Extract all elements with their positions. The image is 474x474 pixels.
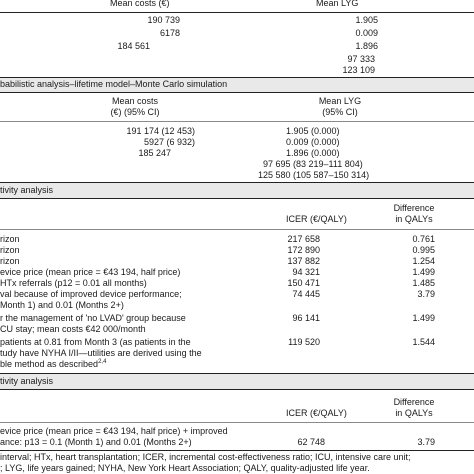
divider [0, 229, 474, 230]
sens2-header-diff: Difference [393, 397, 435, 407]
top-cost-cell: 6178 [159, 28, 180, 38]
sens-icer-cell: 172 890 [287, 245, 320, 255]
sens-icer-cell: 96 141 [292, 313, 320, 323]
top-cost-cell: 190 739 [147, 15, 180, 25]
sens-icer-cell: 137 882 [287, 256, 320, 266]
sens-row-label: tudy have NYHA I/II—utilities are derived using the [0, 348, 202, 358]
footnote-line: ; LYG, life years gained; NYHA, New York Heart Association; QALY, quality-adjusted life year. [0, 463, 370, 473]
sens-row-label: rizon [0, 245, 20, 255]
divider [0, 121, 474, 122]
divider [0, 92, 474, 93]
sens-section-title: tivity analysis [0, 185, 54, 195]
prob-lyg-cell: 1.905 (0.000) [286, 126, 340, 136]
sens2-section-title: tivity analysis [0, 376, 54, 386]
sens-icer-cell: 94 321 [292, 267, 320, 277]
sens-row-label-text: ble method as described [0, 359, 99, 369]
prob-lyg-cell: 1.896 (0.000) [286, 148, 340, 158]
top-lyg-cell: 0.009 [355, 28, 378, 38]
section-band [0, 182, 474, 198]
prob-header-cost: (€) (95% CI) [110, 107, 160, 117]
prob-lyg-cell: 125 580 (105 587–150 314) [258, 170, 370, 180]
sens-row-label: rizon [0, 256, 20, 266]
prob-cost-cell: 191 174 (12 453) [126, 126, 195, 136]
sens-diff-cell: 1.544 [412, 337, 435, 347]
prob-section-title: babilistic analysis–lifetime model–Monte Carlo simulation [0, 79, 228, 89]
prob-header-cost: Mean costs [111, 96, 159, 106]
prob-cost-cell: 5927 (6 932) [143, 137, 195, 147]
sens-header-icer: ICER (€/QALY) [286, 214, 347, 224]
prob-cost-cell: 185 247 [138, 148, 171, 158]
top-header-cost: Mean costs (€) [110, 0, 170, 8]
sens2-header-icer: ICER (€/QALY) [286, 408, 347, 418]
divider [0, 373, 474, 374]
top-cost-cell: 97 333 [347, 54, 375, 64]
sens-row-label: evice price (mean price = €43 194, half price) [0, 267, 181, 277]
sens-diff-cell: 1.499 [412, 313, 435, 323]
sens-icer-cell: 217 658 [287, 234, 320, 244]
prob-lyg-cell: 0.009 (0.000) [286, 137, 340, 147]
divider [0, 389, 474, 390]
sens-icer-cell: 74 445 [292, 289, 320, 299]
divider [0, 182, 474, 183]
sens-row-label: CU stay; mean costs €42 000/month [0, 324, 146, 334]
sens-header-diff: Difference [393, 203, 435, 213]
top-header-lyg: Mean LYG [316, 0, 359, 8]
prob-header-lyg: (95% CI) [322, 107, 358, 117]
sens-row-label: val because of improved device performance; [0, 289, 182, 299]
sens-diff-cell: 3.79 [417, 289, 435, 299]
top-lyg-cell: 1.896 [355, 41, 378, 51]
top-cost-cell: 123 109 [342, 65, 375, 75]
divider [0, 198, 474, 199]
sens2-diff-cell: 3.79 [417, 437, 435, 447]
divider [0, 12, 474, 13]
sens-row-label: rizon [0, 234, 20, 244]
sens-diff-cell: 1.254 [412, 256, 435, 266]
sens-diff-cell: 1.485 [412, 278, 435, 288]
prob-lyg-cell: 97 695 (83 219–111 804) [263, 159, 363, 169]
sens-icer-cell: 150 471 [287, 278, 320, 288]
reference-superscript: 2,4 [98, 359, 107, 365]
sens2-header-diff: in QALYs [395, 408, 433, 418]
sens-icer-cell: 119 520 [288, 337, 320, 347]
sens-row-label: r the management of 'no LVAD' group because [0, 313, 186, 323]
prob-header-lyg: Mean LYG [318, 96, 362, 106]
sens-diff-cell: 0.995 [412, 245, 435, 255]
sens2-row-label: evice price (mean price = €43 194, half price) + improved [0, 426, 228, 436]
sens-diff-cell: 0.761 [412, 234, 435, 244]
sens-diff-cell: 1.499 [412, 267, 435, 277]
divider [0, 422, 474, 423]
divider [0, 450, 474, 451]
top-cost-cell: 184 561 [117, 41, 150, 51]
sens-row-label: patients at 0.81 from Month 3 (as patients in the [0, 337, 191, 347]
sens2-row-label: ance: p13 = 0.1 (Month 1) and 0.01 (Months 2+) [0, 437, 192, 447]
top-lyg-cell: 1.905 [355, 15, 378, 25]
sens2-icer-cell: 62 748 [297, 437, 325, 447]
sens-row-label [0, 359, 106, 370]
sens-row-label: HTx referrals (p12 = 0.01 all months) [0, 278, 147, 288]
divider [0, 77, 474, 78]
section-band [0, 373, 474, 389]
sens-header-diff: in QALYs [395, 214, 433, 224]
sens-row-label: Month 1) and 0.01 (Months 2+) [0, 300, 124, 310]
footnote-line: interval; HTx, heart transplantation; ICER, incremental cost-effectiveness ratio; ICU, intensive care unit; [0, 452, 411, 462]
